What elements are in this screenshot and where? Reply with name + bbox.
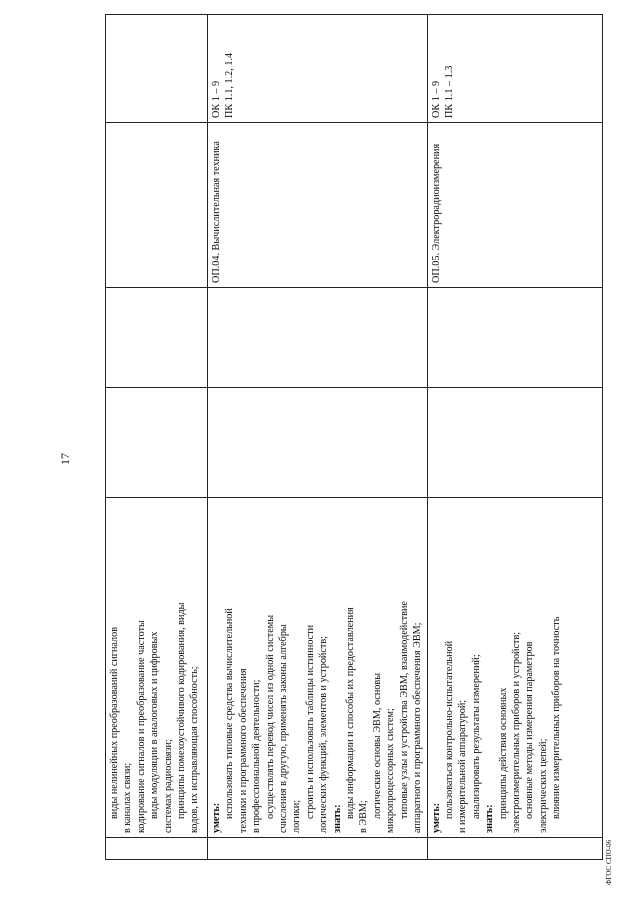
content-cell bbox=[208, 498, 428, 838]
hours-cell bbox=[106, 288, 208, 388]
content-line: осуществлять перевод чисел из одной системы bbox=[264, 614, 276, 819]
discipline-cell bbox=[106, 123, 208, 288]
discipline-cell: ОП.04. Вычислительная техника bbox=[208, 123, 428, 288]
content-line: влияние измерительных приборов на точность bbox=[551, 616, 563, 819]
content-line: в профессиональной деятельности; bbox=[251, 679, 263, 833]
content-line: кодов, их исправляющая способность; bbox=[189, 666, 201, 833]
content-line: принципы действия основных bbox=[497, 687, 509, 819]
content-line: техники и программного обеспечения bbox=[237, 668, 249, 833]
content-line: аппаратного и программного обеспечения ЭВМ; bbox=[412, 622, 424, 833]
index-cell bbox=[208, 838, 428, 860]
content-line: и измерительной аппаратурой; bbox=[457, 699, 469, 833]
hours-cell bbox=[208, 288, 428, 388]
content-line: микропроцессорных систем; bbox=[385, 708, 397, 833]
table-body bbox=[106, 15, 603, 860]
content-line: логические основы ЭВМ, основы bbox=[371, 672, 383, 819]
hours-cell bbox=[427, 388, 602, 498]
curriculum-table bbox=[105, 14, 603, 860]
page-number: 17 bbox=[58, 453, 72, 465]
content-line: уметь: bbox=[211, 802, 222, 833]
hours-cell bbox=[427, 288, 602, 388]
discipline-cell: ОП.05. Электрорадиоизмерения bbox=[427, 123, 602, 288]
content-line: виды информации и способы их предоставления bbox=[345, 607, 357, 819]
table-row bbox=[106, 15, 208, 860]
table-row bbox=[208, 15, 428, 860]
content-line: пользоваться контрольно-испытательной bbox=[443, 640, 455, 819]
content-line: типовые узлы и устройства ЭВМ, взаимодействие bbox=[398, 601, 410, 819]
content-cell bbox=[427, 498, 602, 838]
competencies-cell: ОК 1 – 9 ПК 1.1 – 1.3 bbox=[427, 15, 602, 123]
index-cell bbox=[427, 838, 602, 860]
content-line: логики; bbox=[291, 799, 303, 833]
content-line: основные методы измерения параметров bbox=[524, 641, 536, 819]
content-line: виды нелинейных преобразований сигналов bbox=[109, 626, 120, 819]
content-line: строить и использовать таблицы истинности bbox=[304, 624, 316, 819]
content-line: логических функций, элементов и устройств; bbox=[318, 636, 330, 833]
content-line: системах радиосвязи; bbox=[162, 739, 174, 833]
hours-cell bbox=[208, 388, 428, 498]
content-line: кодирование сигналов и преобразование частоты bbox=[135, 620, 147, 833]
content-line: уметь: bbox=[430, 802, 442, 833]
content-line: электроизмерительных приборов и устройств; bbox=[510, 631, 522, 833]
competencies-cell bbox=[106, 15, 208, 123]
content-line: знать: bbox=[331, 804, 343, 833]
table-row bbox=[427, 15, 602, 860]
index-cell bbox=[106, 838, 208, 860]
content-line: в каналах связи; bbox=[122, 762, 134, 833]
hours-cell bbox=[106, 388, 208, 498]
content-cell bbox=[106, 498, 208, 838]
content-line: виды модуляции в аналоговых и цифровых bbox=[149, 631, 161, 819]
content-line: использовать типовые средства вычислительной bbox=[224, 608, 236, 819]
content-line: в ЭВМ; bbox=[358, 800, 370, 833]
content-line: электрических цепей; bbox=[537, 738, 549, 833]
content-line: счисления в другую, применять законы алгебры bbox=[278, 624, 290, 833]
content-line: знать: bbox=[484, 804, 496, 833]
footer-code: ФГОС СПО-06 bbox=[605, 839, 613, 885]
competencies-cell: ОК 1 – 9 ПК 1.1, 1.2, 1.4 bbox=[208, 15, 428, 123]
content-line: принципы помехоустойчивого кодирования, виды bbox=[176, 602, 188, 819]
content-line: анализировать результаты измерений; bbox=[470, 654, 482, 819]
